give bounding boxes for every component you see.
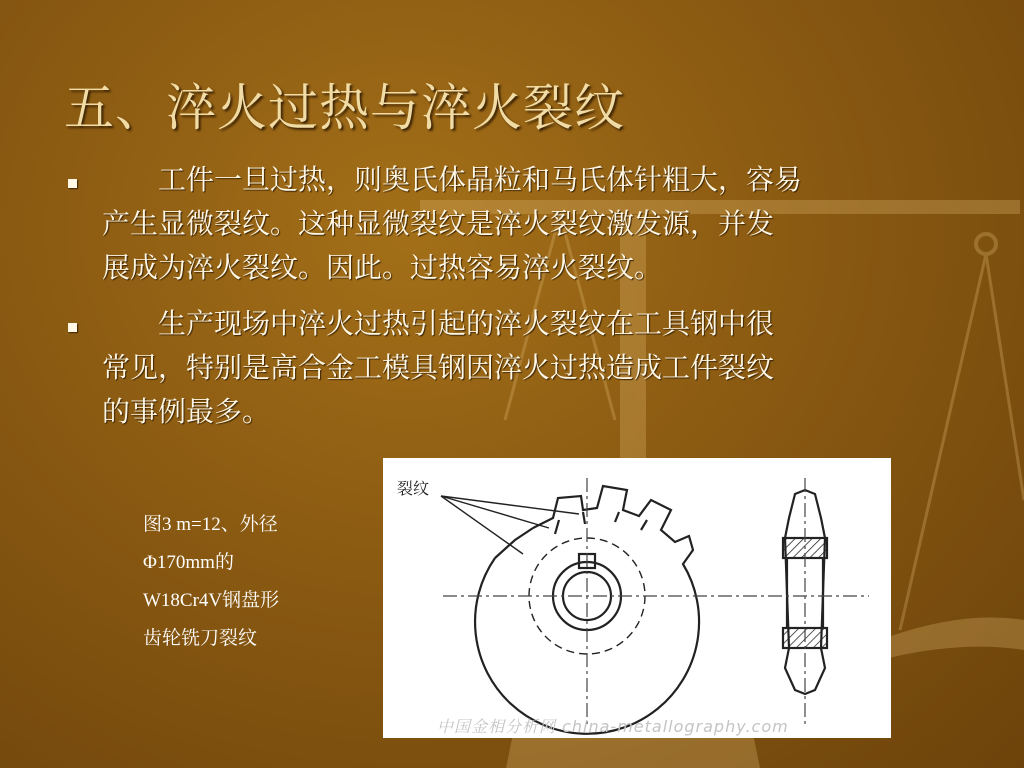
bullet-item	[60, 302, 940, 434]
figure-caption	[143, 506, 353, 658]
bullet-square-icon	[68, 323, 77, 332]
bullet-line: 生产现场中淬火过热引起的淬火裂纹在工具钢中很	[102, 307, 775, 340]
cutter-crack-figure	[383, 458, 891, 738]
caption-line: W18Cr4V钢盘形	[143, 590, 280, 611]
caption-line: 图3 m=12、外径	[143, 514, 278, 535]
bullet-list	[60, 158, 940, 446]
cutter-drawing	[383, 458, 891, 738]
bullet-line: 展成为淬火裂纹。因此。过热容易淬火裂纹。	[102, 251, 663, 284]
bullet-line: 工件一旦过热，则奥氏体晶粒和马氏体针粗大，容易	[102, 163, 803, 196]
bullet-item	[60, 158, 940, 290]
watermark-text: 中国金相分析网 china-metallography.com	[437, 717, 789, 736]
bullet-line: 产生显微裂纹。这种显微裂纹是淬火裂纹激发源，并发	[102, 207, 775, 240]
crack-label: 裂纹	[397, 479, 430, 498]
bullet-line: 常见，特别是高合金工模具钢因淬火过热造成工件裂纹	[102, 351, 775, 384]
bullet-square-icon	[68, 179, 77, 188]
bullet-line: 的事例最多。	[102, 395, 271, 428]
slide-title: 五、淬火过热与淬火裂纹	[64, 79, 625, 137]
caption-line: Φ170mm的	[143, 552, 234, 573]
caption-line: 齿轮铣刀裂纹	[143, 628, 258, 649]
